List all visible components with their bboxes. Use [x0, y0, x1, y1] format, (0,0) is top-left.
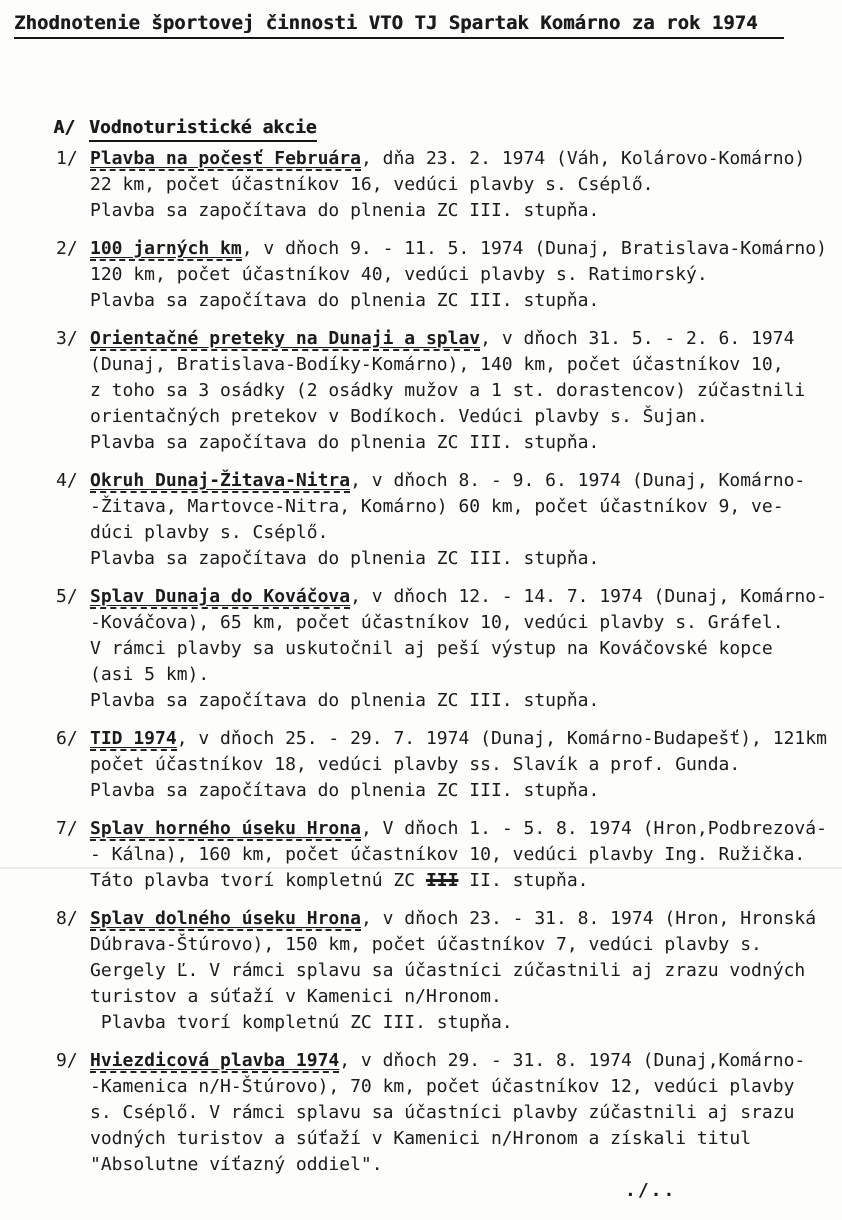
item-number: 9/: [56, 1050, 78, 1071]
item-title: Splav horného úseku Hrona: [90, 818, 361, 839]
scan-artifact-line: [0, 867, 842, 869]
section-title: Vodnoturistické akcie: [89, 117, 317, 142]
item-text-line: 120 km, počet účastníkov 40, vedúci plavby s. Ratimorský.: [90, 264, 708, 285]
continuation-mark: ./..: [625, 1180, 677, 1201]
list-item: [0, 468, 842, 572]
item-title-rest: , v dňoch 29. - 31. 8. 1974 (Dunaj,Komárno-: [339, 1050, 806, 1071]
item-text-line: -Žitava, Martovce-Nitra, Komárno) 60 km, počet účastníkov 9, ve-: [90, 496, 784, 517]
item-first-line: [90, 326, 842, 352]
item-title-rest: , v dňoch 8. - 9. 6. 1974 (Dunaj, Komárno-: [350, 470, 806, 491]
item-text-line: Plavba sa započítava do plnenia ZC III. stupňa.: [90, 780, 600, 801]
item-text-line: vodných turistov a súťaží v Kamenici n/Hronom a získali titul: [90, 1128, 752, 1149]
item-title: TID 1974: [90, 728, 177, 749]
item-text-line: - Kálna), 160 km, počet účastníkov 10, vedúci plavby Ing. Ružička.: [90, 844, 806, 865]
text-segment: II. stupňa.: [458, 870, 589, 891]
item-title-rest: , v dňoch 25. - 29. 7. 1974 (Dunaj, Komárno-Budapešť), 121km: [176, 728, 827, 749]
list-item: [0, 906, 842, 1036]
item-text-line: Plavba sa započítava do plnenia ZC III. stupňa.: [90, 290, 600, 311]
item-text-line: Plavba tvorí kompletnú ZC III. stupňa.: [90, 1012, 513, 1033]
item-title: 100 jarných km: [90, 238, 242, 259]
item-text-line: turistov a súťaží v Kamenici n/Hronom.: [90, 986, 502, 1007]
item-text-line: dúci plavby s. Cséplő.: [90, 522, 329, 543]
item-title: Splav dolného úseku Hrona: [90, 908, 361, 929]
item-text-line: 22 km, počet účastníkov 16, vedúci plavby s. Cséplő.: [90, 174, 654, 195]
item-first-line: [90, 906, 842, 932]
item-number: 1/: [56, 148, 78, 169]
item-title-rest: , V dňoch 1. - 5. 8. 1974 (Hron,Podbrezová-: [360, 818, 827, 839]
item-number: 5/: [56, 586, 78, 607]
item-number: 4/: [56, 470, 78, 491]
text-segment: Táto plavba tvorí kompletnú ZC: [90, 870, 426, 891]
item-first-line: [90, 146, 842, 172]
list-item: [0, 584, 842, 714]
item-text-line: Plavba sa započítava do plnenia ZC III. stupňa.: [90, 200, 600, 221]
item-title: Hviezdicová plavba 1974: [90, 1050, 340, 1071]
item-title: Okruh Dunaj-Žitava-Nitra: [90, 470, 351, 491]
item-text-line: "Absolutne víťazný oddiel".: [90, 1154, 383, 1175]
item-title: Plavba na počesť Februára: [90, 148, 361, 169]
struck-text: III: [425, 870, 459, 891]
list-item: [0, 236, 842, 314]
item-number: 2/: [56, 238, 78, 259]
list-item: [0, 146, 842, 224]
item-text-line: -Kamenica n/H-Štúrovo), 70 km, počet účastníkov 12, vedúci plavby: [90, 1076, 795, 1097]
item-text-line: (asi 5 km).: [90, 664, 210, 685]
item-number: 8/: [56, 908, 78, 929]
item-text-line: Gergely Ľ. V rámci splavu sa účastníci zúčastnili aj zrazu vodných: [90, 960, 806, 981]
item-text-line: -Kováčova), 65 km, počet účastníkov 10, vedúci plavby s. Gráfel.: [90, 612, 784, 633]
item-title: Splav Dunaja do Kováčova: [90, 586, 351, 607]
item-text-line: z toho sa 3 osádky (2 osádky mužov a 1 st. dorastencov) zúčastnili: [90, 380, 806, 401]
item-title-rest: , v dňoch 23. - 31. 8. 1974 (Hron, Hronská: [360, 908, 817, 929]
item-number: 6/: [56, 728, 78, 749]
item-first-line: [90, 726, 842, 752]
item-first-line: [90, 584, 842, 610]
item-first-line: [90, 236, 842, 262]
item-text-line: orientačných pretekov v Bodíkoch. Vedúci plavby s. Šujan.: [90, 406, 708, 427]
item-title-rest: , v dňoch 12. - 14. 7. 1974 (Dunaj, Komárno-: [350, 586, 827, 607]
item-text-line: (Dunaj, Bratislava-Bodíky-Komárno), 140 km, počet účastníkov 10,: [90, 354, 784, 375]
list-item: [0, 726, 842, 804]
item-title-rest: , dňa 23. 2. 1974 (Váh, Kolárovo-Komárno): [360, 148, 806, 169]
section-label: A/: [53, 117, 76, 138]
item-text-line: Plavba sa započítava do plnenia ZC III. stupňa.: [90, 690, 600, 711]
page-title: Zhodnotenie športovej činnosti VTO TJ Spartak Komárno za rok 1974: [14, 12, 784, 39]
list-item: [0, 1048, 842, 1178]
item-text-line: [90, 868, 842, 894]
item-number: 3/: [56, 328, 78, 349]
item-text-line: Plavba sa započítava do plnenia ZC III. stupňa.: [90, 548, 600, 569]
item-first-line: [90, 816, 842, 842]
item-first-line: [90, 468, 842, 494]
list-item: [0, 326, 842, 456]
item-text-line: V rámci plavby sa uskutočnil aj peší výstup na Kováčovské kopce: [90, 638, 773, 659]
item-text-line: Dúbrava-Štúrovo), 150 km, počet účastníkov 7, vedúci plavby s.: [90, 934, 762, 955]
item-text-line: s. Cséplő. V rámci splavu sa účastníci plavby zúčastnili aj srazu: [90, 1102, 795, 1123]
item-title-rest: , v dňoch 31. 5. - 2. 6. 1974: [480, 328, 795, 349]
item-text-line: Plavba sa započítava do plnenia ZC III. stupňa.: [90, 432, 600, 453]
items-list: [0, 146, 842, 1190]
item-text-line: počet účastníkov 18, vedúci plavby ss. Slavík a prof. Gunda.: [90, 754, 741, 775]
item-number: 7/: [56, 818, 78, 839]
list-item: [0, 816, 842, 894]
item-title: Orientačné preteky na Dunaji a splav: [90, 328, 481, 349]
item-first-line: [90, 1048, 842, 1074]
item-title-rest: , v dňoch 9. - 11. 5. 1974 (Dunaj, Bratislava-Komárno): [241, 238, 827, 259]
